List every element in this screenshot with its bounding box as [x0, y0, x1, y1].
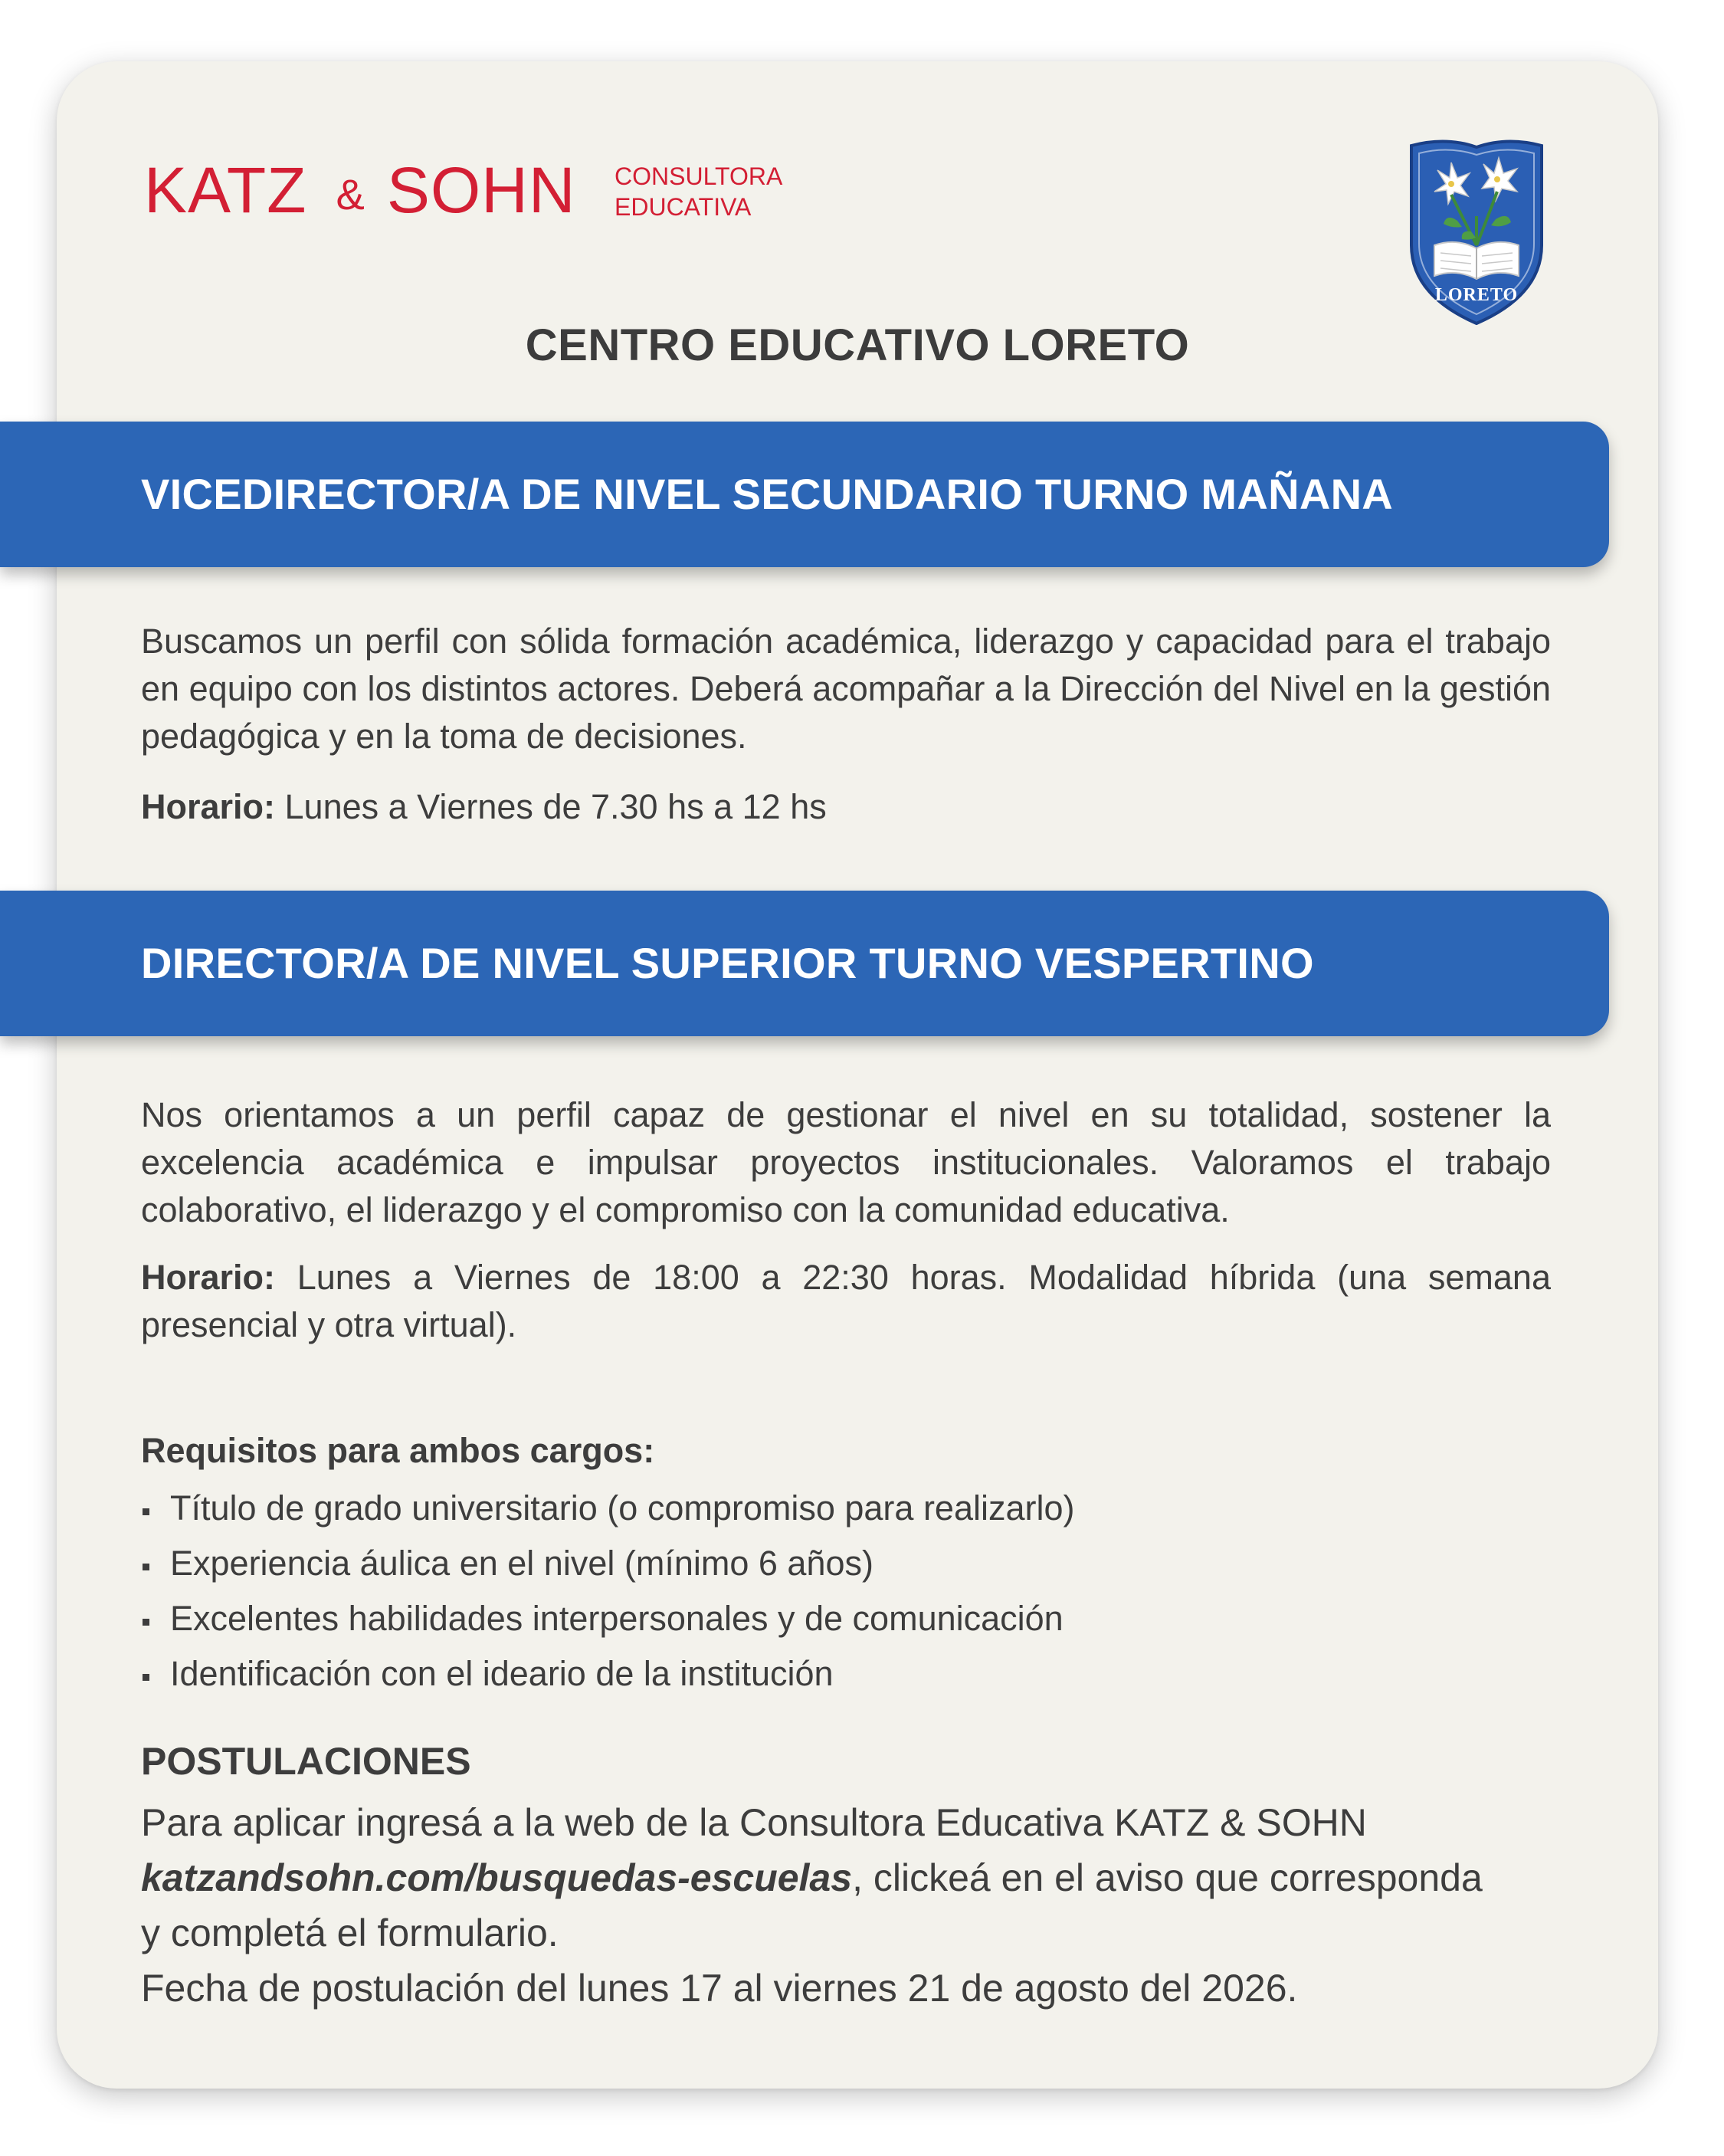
requirement-item: Excelentes habilidades interpersonales y de comunicación: [141, 1591, 1075, 1646]
requirement-item: Identificación con el ideario de la institución: [141, 1646, 1075, 1702]
brand-name-katz: KATZ: [144, 154, 307, 226]
brand-subtitle: [615, 161, 782, 222]
position-2-schedule-value: Lunes a Viernes de 18:00 a 22:30 horas. Modalidad híbrida (una semana presencial y otra virtual).: [141, 1258, 1551, 1344]
loreto-crest-icon: [1404, 130, 1549, 330]
position-1-schedule-value: Lunes a Viernes de 7.30 hs a 12 hs: [284, 787, 827, 826]
applications-dates: Fecha de postulación del lunes 17 al viernes 21 de agosto del 2026.: [141, 1967, 1298, 2010]
position-1-schedule: [141, 783, 1551, 831]
requirement-item: Experiencia áulica en el nivel (mínimo 6 años): [141, 1536, 1075, 1591]
school-title: CENTRO EDUCATIVO LORETO: [525, 320, 1190, 370]
position-1-schedule-label: Horario:: [141, 787, 276, 826]
applications-line2: [141, 1850, 1566, 1905]
position-1-banner: [0, 422, 1609, 567]
applications-body: [141, 1795, 1566, 2016]
applications-url-link[interactable]: katzandsohn.com/busquedas-escuelas: [141, 1856, 853, 1899]
brand-name: [144, 153, 576, 231]
position-2-schedule: [141, 1254, 1551, 1349]
position-2-description: Nos orientamos a un perfil capaz de gestionar el nivel en su totalidad, sostener la excelencia académica e impulsar proyectos institucionales. Valoramos el trabajo colaborativo, el liderazgo y el compromiso con la comunidad educativa.: [141, 1095, 1551, 1229]
position-2-banner: [0, 891, 1609, 1036]
applications-line1: Para aplicar ingresá a la web de la Consultora Educativa KATZ & SOHN: [141, 1801, 1367, 1844]
position-2-schedule-label: Horario:: [141, 1258, 276, 1297]
brand-subtitle-line1: CONSULTORA: [615, 162, 783, 190]
position-1-title: VICEDIRECTOR/A DE NIVEL SECUNDARIO TURNO MAÑANA: [141, 470, 1394, 518]
applications-line3: y completá el formulario.: [141, 1912, 559, 1954]
position-1-description: Buscamos un perfil con sólida formación académica, liderazgo y capacidad para el trabajo en equipo con los distintos actores. Deberá acompañar a la Dirección del Nivel en la gestión pedagógica y en la toma de decisiones.: [141, 622, 1551, 756]
requirements-title: Requisitos para ambos cargos:: [141, 1431, 655, 1470]
applications-title: POSTULACIONES: [141, 1740, 471, 1783]
position-2-title: DIRECTOR/A DE NIVEL SUPERIOR TURNO VESPERTINO: [141, 939, 1314, 987]
crest-label: LORETO: [1434, 285, 1519, 305]
requirement-item: Título de grado universitario (o compromiso para realizarlo): [141, 1481, 1075, 1536]
requirements-list: [141, 1481, 1075, 1702]
brand-subtitle-line2: EDUCATIVA: [615, 193, 752, 221]
applications-line2-rest: , clickeá en el aviso que corresponda: [852, 1856, 1483, 1899]
brand-ampersand: &: [336, 170, 365, 218]
brand-name-sohn: SOHN: [386, 154, 576, 226]
